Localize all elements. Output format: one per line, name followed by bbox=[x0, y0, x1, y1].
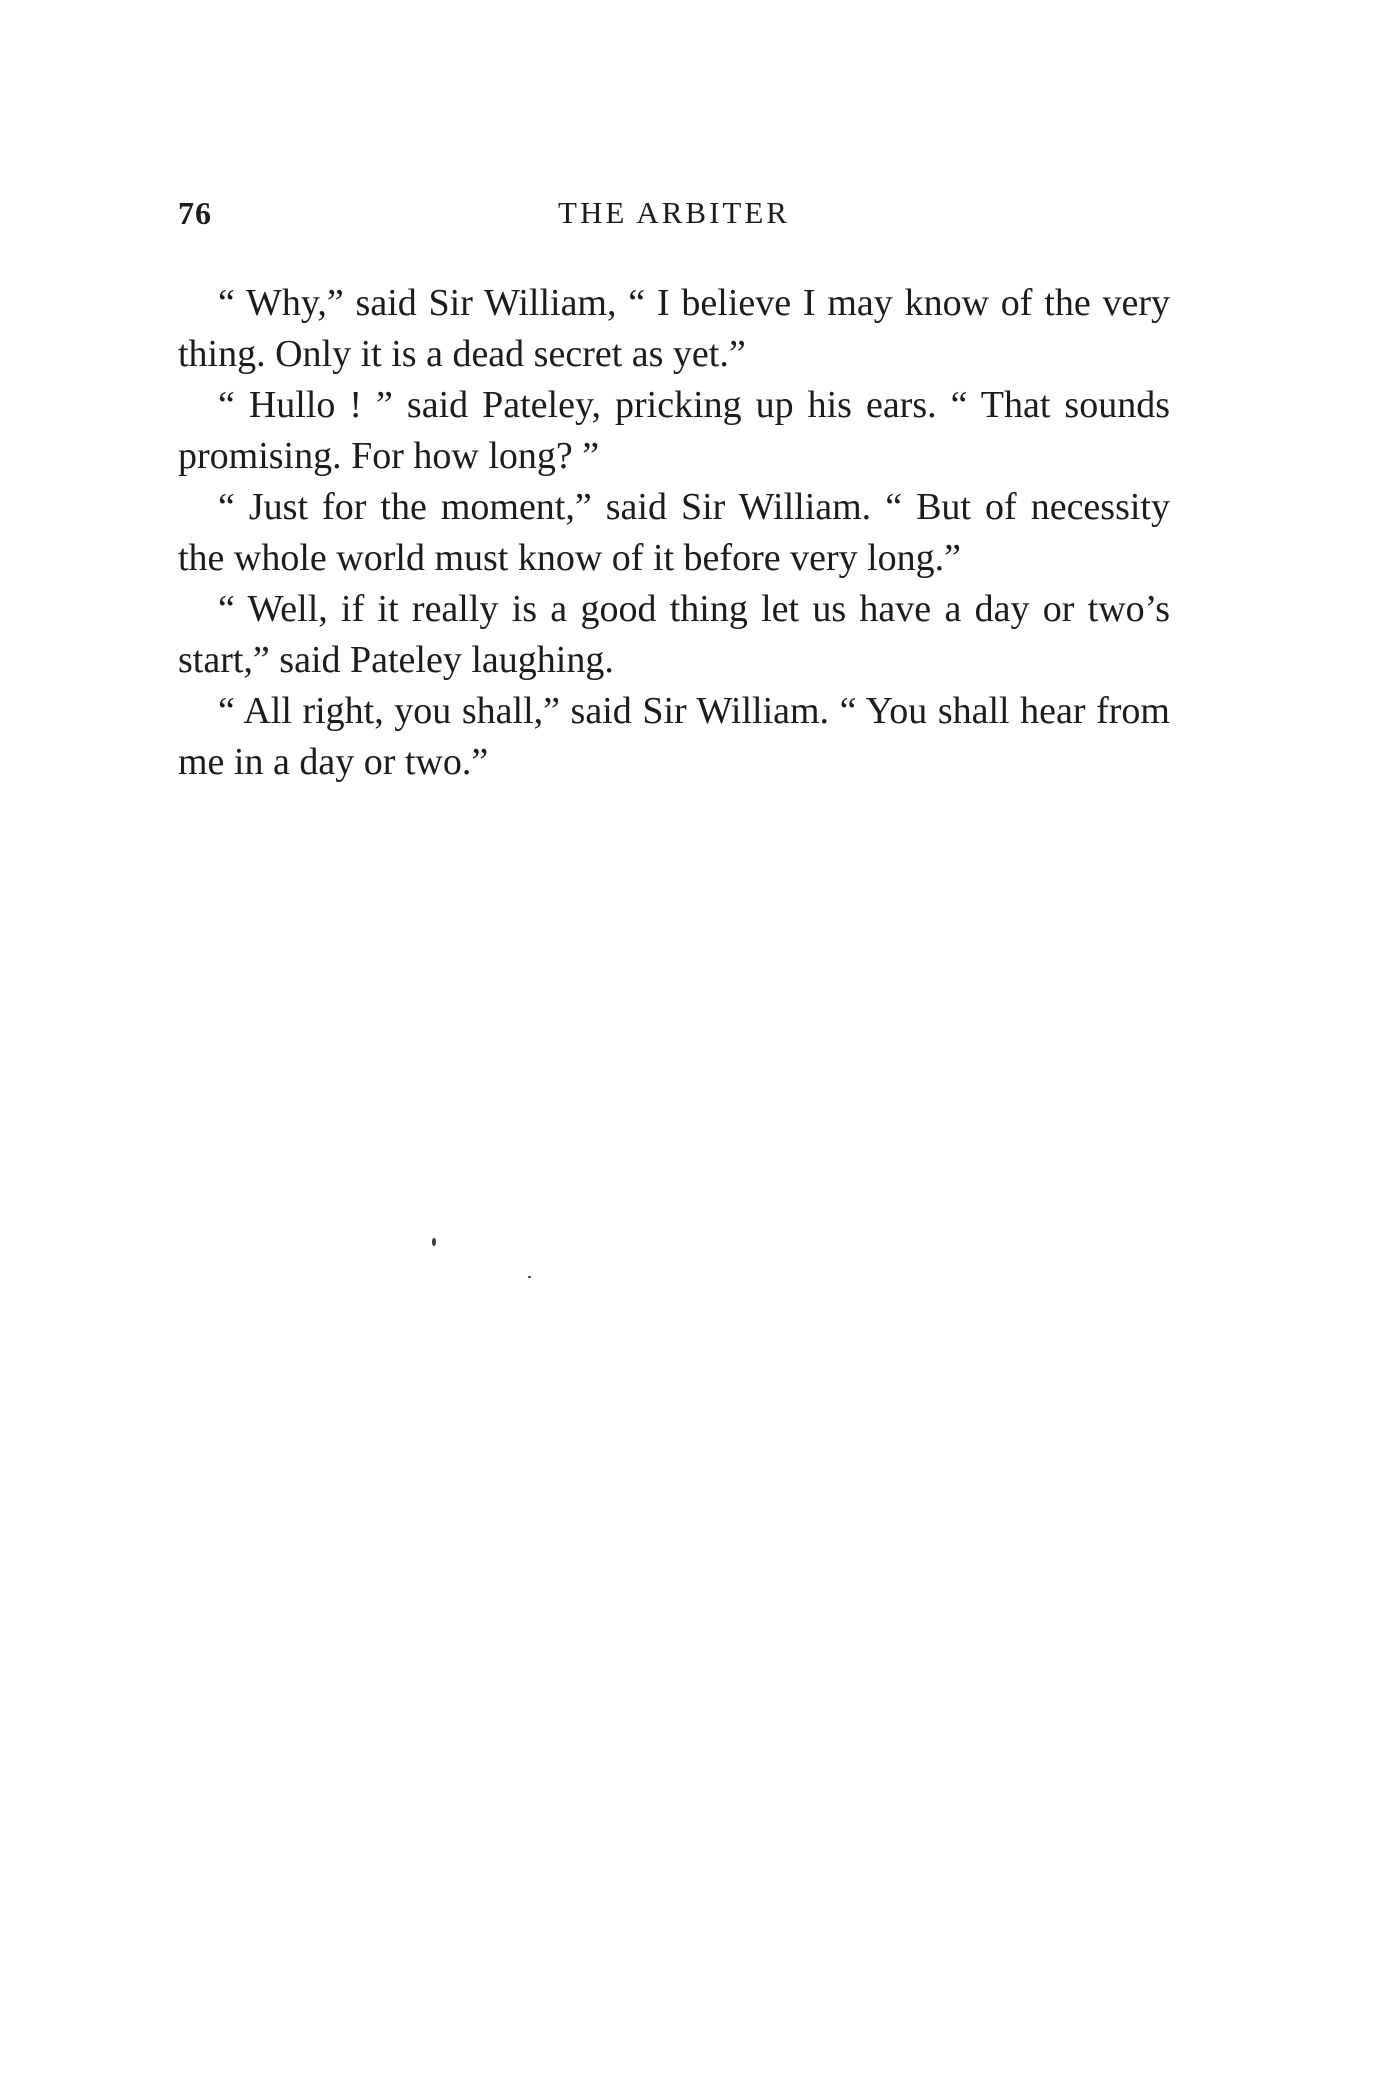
paragraph: “ Hullo ! ” said Pateley, pricking up his ears. “ That sounds promising. For how long? ” bbox=[178, 384, 1170, 477]
paragraph: “ Well, if it really is a good thing let us have a day or two’s start,” said Pateley laughing. bbox=[178, 588, 1170, 681]
running-head bbox=[178, 195, 1170, 235]
body-text bbox=[178, 278, 1170, 788]
ink-speck bbox=[432, 1238, 436, 1246]
paragraph: “ All right, you shall,” said Sir William. “ You shall hear from me in a day or two.” bbox=[178, 690, 1170, 783]
running-title: THE ARBITER bbox=[558, 195, 790, 230]
paragraph: “ Why,” said Sir William, “ I believe I may know of the very thing. Only it is a dead secret as yet.” bbox=[178, 282, 1170, 375]
page-number: 76 bbox=[178, 195, 212, 231]
ink-speck bbox=[528, 1276, 531, 1278]
paragraph: “ Just for the moment,” said Sir William. “ But of necessity the whole world must know of it before very long.” bbox=[178, 486, 1170, 579]
